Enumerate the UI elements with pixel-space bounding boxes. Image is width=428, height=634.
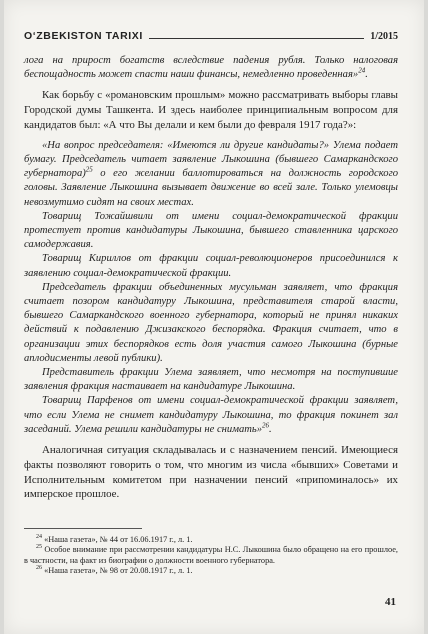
quote-paragraph-6: Товарищ Парфенов от имени социал-демократической фракции заявляет, что если Улема не снимет кандидатуру Лыкошина, то фракция покинет зал заседаний. Улема решили кандидатуры не снимать»$^{26}$. (24, 395, 398, 435)
footnote-ref-24[interactable]: 24 (358, 66, 366, 75)
running-header (24, 26, 398, 42)
document-page (4, 0, 424, 634)
quote-paragraph-1: «На вопрос председателя: «Имеются ли другие кандидаты?» Улема подает бумагу. Председатель читает заявление Лыкошина (бывшего Самаркандского губернатора)$^{25}$ о его желании баллотироваться на должность городского головы. Заявление Лыкошина вызывает движение во всей зале. Только улемовцы невозмутимо сидят на своих местах. (24, 139, 398, 208)
journal-title: O‘ZBEKISTON TARIXI (24, 30, 143, 42)
footnote-26: $^{26}$ «Наша газета», № 98 от 20.08.1917 г., л. 1. (36, 565, 193, 576)
issue-number: 1/2015 (370, 31, 398, 42)
quote-continuation: лога на прирост богатств вследствие падения рубля. Только налоговая беспощадность может спасти наши финансы, немедленно проведенная»$^{24}$. (24, 55, 398, 81)
header-rule (149, 38, 364, 39)
article-body (24, 54, 398, 502)
footnotes (24, 528, 398, 577)
footnote-separator (24, 528, 142, 529)
footnote-25: $^{25}$ Особое внимание при рассмотрении кандидатуры Н.С. Лыкошина было обращено на его прошлое, в частности, на факт из биографии о должности военного губернатора. (24, 544, 398, 565)
quote-paragraph-2: Товарищ Тожайшвили от имени социал-демократической фракции протестует против кандидатуры Лыкошина, бывшего ставленника царского самодержавия. (24, 210, 398, 251)
footnote-ref-25[interactable]: 25 (85, 165, 93, 174)
page-number: 41 (385, 596, 396, 608)
footnote-24: $^{24}$ «Наша газета», № 44 от 16.06.1917 г., л. 1. (36, 534, 193, 544)
footnote-ref-26[interactable]: 26 (262, 421, 270, 430)
paragraph-elections: Как борьбу с «романовским прошлым» можно рассматривать выборы главы Городской думы Ташкента. И здесь наиболее принципиальным вопросом для кандидатов был: «А что Вы делали и кем были до февраля 1917 года?»: (24, 89, 398, 131)
quote-paragraph-4: Председатель фракции объединенных мусульман заявляет, что фракция считает позором кандидатуру Лыкошина, представителя старой власти, бывшего Самаркандского военного губернатора, который не принял никаких действий к подавлению Джизакского беспорядка. Фракция считает, что в организации этих беспорядков есть доля участия самого Лыкошина (бурные аплодисменты левой публики). (24, 281, 398, 364)
quote-paragraph-5: Представитель фракции Улема заявляет, что несмотря на поступившие заявления фракция настаивает на кандидатуре Лыкошина. (24, 367, 398, 393)
quote-paragraph-3: Товарищ Кириллов от фракции социал-революционеров присоединился к заявлению социал-демократической фракции. (24, 253, 398, 279)
paragraph-pensions: Аналогичная ситуация складывалась и с назначением пенсий. Имеющиеся факты позволяют говорить о том, что многим из числа «бывших» Советами и Исполнительным комитетом при назначении пенсий «припоминалось» их имперское прошлое. (24, 444, 398, 501)
